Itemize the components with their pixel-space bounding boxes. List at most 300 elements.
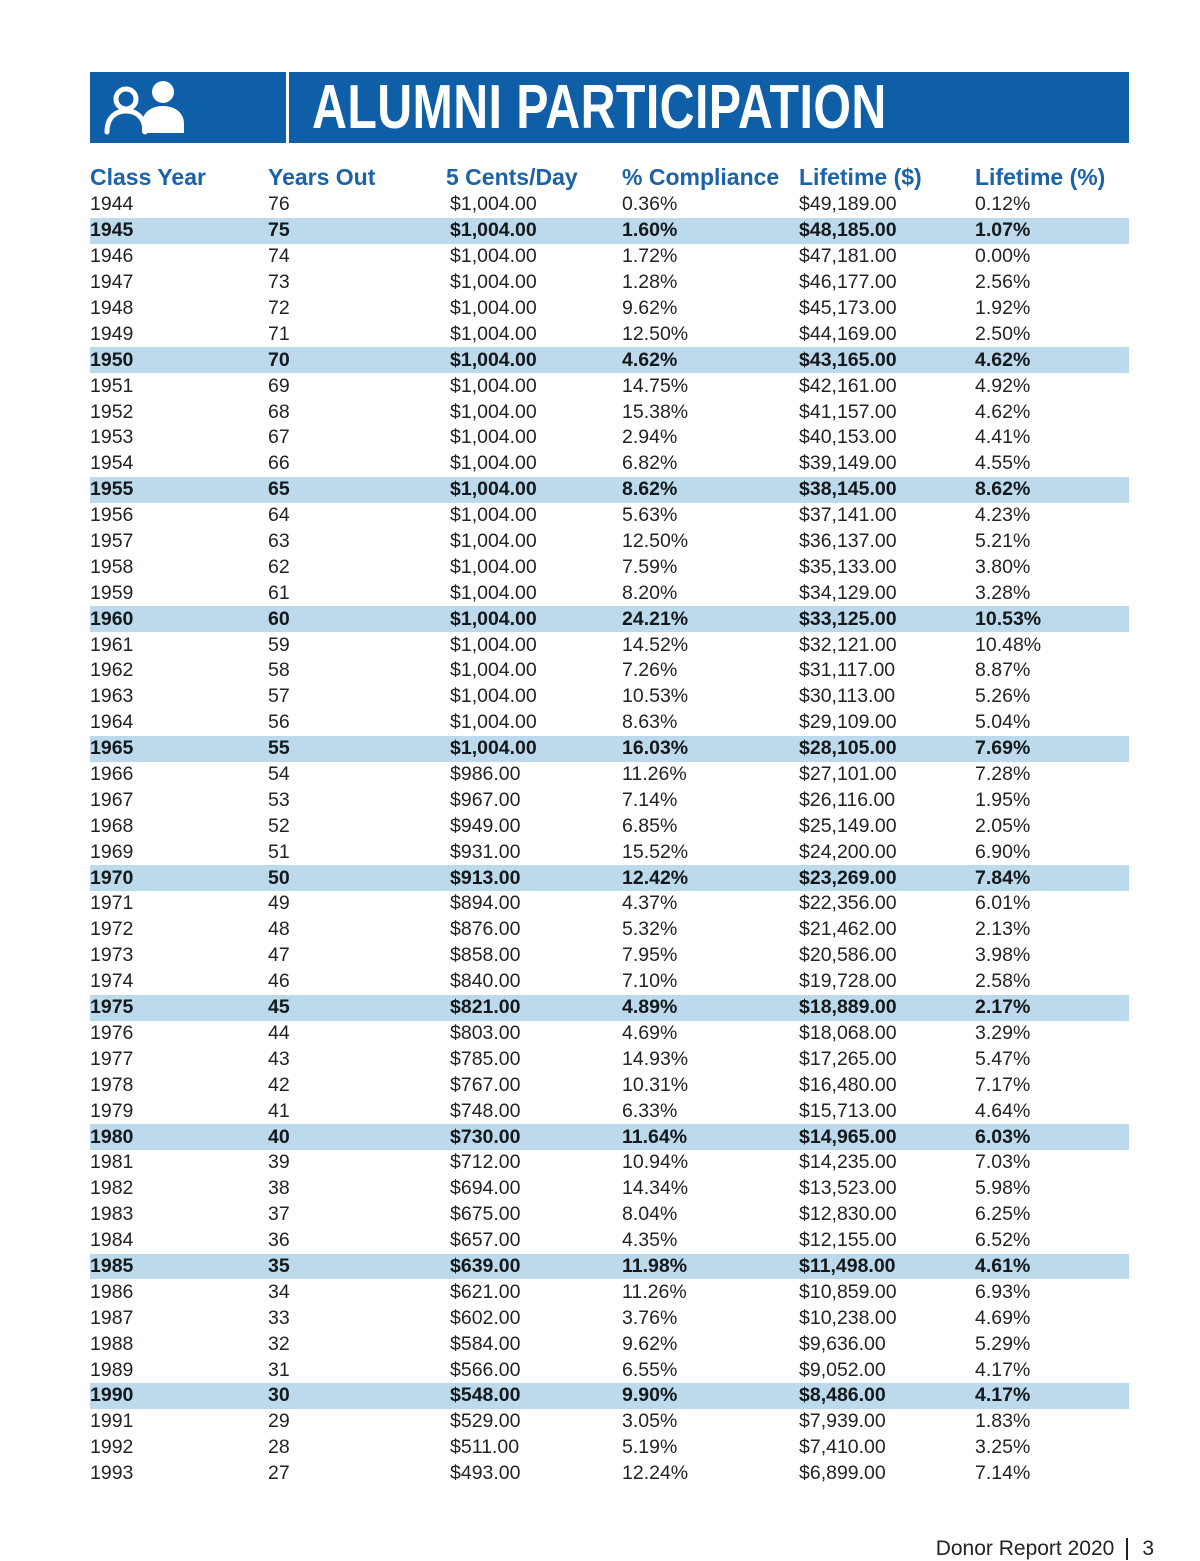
cell-compliance: 4.69% (622, 1021, 678, 1044)
cell-lifetime-percent: 4.62% (975, 400, 1031, 423)
cell-class-year: 1965 (90, 737, 134, 760)
cell-cents-per-day: $1,004.00 (450, 607, 537, 630)
cell-class-year: 1951 (90, 374, 134, 397)
cell-lifetime-dollars: $31,117.00 (799, 659, 896, 682)
cell-compliance: 14.75% (622, 374, 689, 397)
cell-compliance: 12.50% (622, 322, 689, 345)
cell-compliance: 9.62% (622, 297, 678, 319)
cell-cents-per-day: $493.00 (450, 1462, 521, 1485)
cell-years-out: 67 (268, 426, 290, 449)
cell-years-out: 46 (268, 970, 290, 993)
cell-lifetime-dollars: $49,189.00 (799, 193, 897, 216)
cell-lifetime-percent: 0.12% (975, 193, 1031, 216)
table-row (90, 477, 1129, 503)
cell-cents-per-day: $1,004.00 (450, 504, 537, 527)
cell-class-year: 1946 (90, 245, 134, 268)
cell-compliance: 24.21% (622, 607, 689, 630)
cell-lifetime-dollars: $8,486.00 (799, 1384, 886, 1407)
table-row (90, 762, 1129, 788)
table-row (90, 1254, 1129, 1280)
cell-class-year: 1959 (90, 581, 134, 604)
cell-class-year: 1964 (90, 711, 134, 734)
cell-lifetime-dollars: $39,149.00 (799, 452, 897, 475)
column-header-lifetime-percent: Lifetime (%) (975, 163, 1106, 190)
cell-lifetime-dollars: $40,153.00 (799, 426, 897, 449)
cell-cents-per-day: $1,004.00 (450, 193, 537, 216)
cell-cents-per-day: $858.00 (450, 944, 521, 967)
column-header-cents-per-day: 5 Cents/Day (446, 163, 578, 190)
cell-class-year: 1962 (90, 659, 134, 682)
cell-lifetime-percent: 7.03% (975, 1151, 1031, 1174)
cell-class-year: 1956 (90, 504, 134, 527)
table-row (90, 580, 1129, 606)
cell-compliance: 12.42% (622, 866, 689, 889)
cell-compliance: 14.93% (622, 1047, 689, 1070)
cell-compliance: 6.82% (622, 452, 678, 475)
cell-class-year: 1984 (90, 1229, 134, 1252)
cell-lifetime-dollars: $46,177.00 (799, 271, 897, 294)
cell-years-out: 51 (268, 840, 290, 863)
table-row (90, 529, 1129, 555)
cell-lifetime-percent: 3.98% (975, 944, 1031, 967)
cell-years-out: 53 (268, 788, 290, 811)
cell-compliance: 8.04% (622, 1203, 678, 1226)
cell-years-out: 43 (268, 1047, 290, 1070)
cell-class-year: 1967 (90, 788, 134, 811)
cell-years-out: 64 (268, 504, 290, 527)
cell-years-out: 71 (268, 322, 290, 345)
cell-years-out: 44 (268, 1021, 290, 1044)
cell-compliance: 7.26% (622, 659, 678, 682)
cell-compliance: 10.94% (622, 1151, 689, 1174)
cell-years-out: 31 (268, 1358, 290, 1381)
cell-years-out: 54 (268, 763, 290, 786)
cell-class-year: 1947 (90, 271, 134, 294)
table-row (90, 1228, 1129, 1254)
cell-years-out: 30 (268, 1384, 290, 1407)
cell-lifetime-percent: 4.17% (975, 1384, 1031, 1407)
table-row (90, 943, 1129, 969)
cell-cents-per-day: $1,004.00 (450, 478, 537, 501)
column-header-lifetime-dollars: Lifetime ($) (799, 163, 922, 190)
cell-lifetime-percent: 2.17% (975, 996, 1031, 1019)
report-name: Donor Report 2020 (935, 1537, 1115, 1560)
cell-lifetime-percent: 5.21% (975, 530, 1031, 553)
cell-lifetime-dollars: $48,185.00 (799, 219, 897, 242)
cell-compliance: 14.34% (622, 1177, 689, 1200)
cell-cents-per-day: $840.00 (450, 970, 521, 993)
cell-lifetime-dollars: $34,129.00 (799, 581, 897, 604)
cell-compliance: 7.10% (622, 970, 678, 993)
cell-class-year: 1977 (90, 1047, 134, 1070)
cell-cents-per-day: $1,004.00 (450, 348, 537, 371)
page-title: ALUMNI PARTICIPATION (312, 73, 887, 142)
cell-years-out: 29 (268, 1410, 290, 1433)
cell-cents-per-day: $767.00 (450, 1073, 521, 1096)
cell-lifetime-dollars: $25,149.00 (799, 814, 897, 837)
cell-lifetime-percent: 4.23% (975, 504, 1031, 527)
table-row (90, 736, 1129, 762)
cell-lifetime-percent: 4.62% (975, 348, 1031, 371)
cell-lifetime-percent: 7.28% (975, 763, 1031, 786)
table-row (90, 969, 1129, 995)
cell-class-year: 1954 (90, 452, 134, 475)
cell-cents-per-day: $748.00 (450, 1099, 521, 1122)
cell-years-out: 74 (268, 245, 290, 268)
cell-class-year: 1944 (90, 193, 134, 216)
cell-class-year: 1969 (90, 840, 134, 863)
cell-lifetime-dollars: $21,462.00 (799, 918, 897, 941)
table-row (90, 1435, 1129, 1461)
table-row (90, 839, 1129, 865)
cell-years-out: 72 (268, 297, 290, 319)
cell-lifetime-dollars: $14,235.00 (799, 1151, 897, 1174)
page-footer (936, 1537, 1154, 1561)
cell-lifetime-dollars: $9,636.00 (799, 1332, 886, 1355)
table-row (90, 813, 1129, 839)
cell-lifetime-dollars: $14,965.00 (799, 1125, 897, 1148)
cell-lifetime-percent: 3.29% (975, 1021, 1031, 1044)
cell-lifetime-dollars: $10,238.00 (799, 1306, 897, 1329)
cell-cents-per-day: $1,004.00 (450, 659, 537, 682)
cell-lifetime-dollars: $44,169.00 (799, 322, 897, 345)
cell-compliance: 4.35% (622, 1229, 678, 1252)
cell-class-year: 1966 (90, 763, 134, 786)
cell-lifetime-percent: 6.03% (975, 1125, 1031, 1148)
cell-compliance: 5.63% (622, 504, 678, 527)
cell-lifetime-percent: 1.95% (975, 788, 1031, 811)
cell-compliance: 10.31% (622, 1073, 689, 1096)
page-number: 3 (1142, 1537, 1154, 1560)
cell-years-out: 28 (268, 1436, 290, 1459)
table-row (90, 917, 1129, 943)
cell-cents-per-day: $602.00 (450, 1306, 521, 1329)
table-row (90, 1305, 1129, 1331)
cell-cents-per-day: $931.00 (450, 840, 521, 863)
cell-class-year: 1953 (90, 426, 134, 449)
cell-years-out: 33 (268, 1306, 290, 1329)
cell-cents-per-day: $529.00 (450, 1410, 521, 1433)
table-row (90, 995, 1129, 1021)
cell-compliance: 9.90% (622, 1384, 678, 1407)
table-row (90, 1461, 1129, 1487)
table-row (90, 321, 1129, 347)
cell-years-out: 65 (268, 478, 290, 501)
cell-compliance: 6.85% (622, 814, 678, 837)
cell-lifetime-percent: 2.13% (975, 918, 1031, 941)
table-row (90, 1124, 1129, 1150)
cell-cents-per-day: $967.00 (450, 788, 521, 811)
cell-class-year: 1975 (90, 996, 134, 1019)
table-row (90, 891, 1129, 917)
cell-class-year: 1950 (90, 348, 134, 371)
cell-cents-per-day: $511.00 (450, 1436, 520, 1459)
cell-cents-per-day: $621.00 (450, 1280, 521, 1303)
cell-lifetime-dollars: $32,121.00 (799, 633, 897, 656)
cell-years-out: 57 (268, 685, 290, 708)
cell-class-year: 1973 (90, 944, 134, 967)
cell-cents-per-day: $821.00 (450, 996, 521, 1019)
table-row (90, 554, 1129, 580)
cell-lifetime-dollars: $37,141.00 (799, 504, 897, 527)
cell-class-year: 1974 (90, 970, 134, 993)
cell-class-year: 1982 (90, 1177, 134, 1200)
cell-class-year: 1961 (90, 633, 134, 656)
cell-lifetime-dollars: $29,109.00 (799, 711, 897, 734)
table-row (90, 1202, 1129, 1228)
cell-years-out: 41 (268, 1099, 290, 1122)
cell-lifetime-percent: 4.55% (975, 452, 1031, 475)
table-row (90, 192, 1129, 218)
cell-compliance: 15.38% (622, 400, 689, 423)
cell-compliance: 5.32% (622, 918, 678, 941)
cell-compliance: 9.62% (622, 1332, 678, 1355)
cell-class-year: 1952 (90, 400, 134, 423)
cell-cents-per-day: $1,004.00 (450, 555, 537, 578)
cell-years-out: 49 (268, 892, 290, 915)
cell-compliance: 8.62% (622, 478, 678, 501)
cell-class-year: 1958 (90, 555, 134, 578)
cell-lifetime-dollars: $6,899.00 (799, 1462, 886, 1485)
cell-compliance: 3.76% (622, 1306, 678, 1329)
cell-years-out: 52 (268, 814, 290, 837)
cell-lifetime-dollars: $27,101.00 (799, 763, 897, 786)
cell-lifetime-percent: 4.41% (975, 426, 1031, 449)
cell-class-year: 1976 (90, 1021, 134, 1044)
cell-compliance: 16.03% (622, 737, 689, 760)
cell-lifetime-percent: 4.17% (975, 1358, 1031, 1381)
cell-years-out: 45 (268, 996, 290, 1019)
cell-compliance: 0.36% (622, 193, 678, 216)
cell-lifetime-percent: 10.48% (975, 633, 1042, 656)
cell-lifetime-percent: 10.53% (975, 607, 1042, 630)
table-row (90, 865, 1129, 891)
cell-cents-per-day: $949.00 (450, 814, 521, 837)
cell-class-year: 1983 (90, 1203, 134, 1226)
cell-compliance: 12.24% (622, 1462, 689, 1485)
cell-compliance: 11.98% (622, 1254, 688, 1277)
cell-lifetime-percent: 6.01% (975, 892, 1031, 915)
cell-years-out: 55 (268, 737, 290, 760)
table-row (90, 1409, 1129, 1435)
cell-class-year: 1990 (90, 1384, 134, 1407)
cell-lifetime-percent: 3.25% (975, 1436, 1031, 1459)
cell-lifetime-dollars: $18,068.00 (799, 1021, 897, 1044)
cell-class-year: 1993 (90, 1462, 134, 1485)
table-row (90, 1046, 1129, 1072)
cell-years-out: 59 (268, 633, 290, 656)
cell-cents-per-day: $1,004.00 (450, 297, 537, 319)
cell-years-out: 48 (268, 918, 290, 941)
cell-lifetime-percent: 5.98% (975, 1177, 1031, 1200)
cell-class-year: 1987 (90, 1306, 134, 1329)
cell-class-year: 1949 (90, 322, 134, 345)
cell-cents-per-day: $1,004.00 (450, 633, 537, 656)
cell-cents-per-day: $1,004.00 (450, 271, 537, 294)
cell-lifetime-dollars: $38,145.00 (799, 478, 897, 501)
cell-years-out: 56 (268, 711, 290, 734)
cell-compliance: 1.28% (622, 271, 678, 294)
cell-lifetime-dollars: $45,173.00 (799, 297, 897, 319)
cell-cents-per-day: $803.00 (450, 1021, 521, 1044)
footer-divider (1126, 1538, 1128, 1560)
cell-lifetime-dollars: $11,498.00 (799, 1254, 896, 1277)
cell-compliance: 11.26% (622, 763, 687, 786)
cell-lifetime-percent: 7.69% (975, 737, 1031, 760)
cell-cents-per-day: $548.00 (450, 1384, 521, 1407)
cell-lifetime-percent: 2.50% (975, 322, 1031, 345)
cell-lifetime-dollars: $9,052.00 (799, 1358, 886, 1381)
cell-lifetime-percent: 5.26% (975, 685, 1031, 708)
cell-lifetime-percent: 1.83% (975, 1410, 1031, 1433)
cell-class-year: 1957 (90, 530, 134, 553)
cell-cents-per-day: $675.00 (450, 1203, 521, 1226)
cell-class-year: 1968 (90, 814, 134, 837)
cell-class-year: 1986 (90, 1280, 134, 1303)
table-row (90, 1150, 1129, 1176)
table-header (90, 162, 1129, 192)
people-icon (90, 72, 198, 143)
cell-compliance: 1.72% (622, 245, 678, 268)
cell-cents-per-day: $584.00 (450, 1332, 521, 1355)
cell-years-out: 76 (268, 193, 290, 216)
cell-years-out: 62 (268, 555, 290, 578)
cell-lifetime-percent: 2.56% (975, 271, 1031, 294)
cell-lifetime-dollars: $33,125.00 (799, 607, 897, 630)
cell-cents-per-day: $1,004.00 (450, 530, 537, 553)
cell-years-out: 75 (268, 219, 290, 242)
cell-lifetime-dollars: $17,265.00 (799, 1047, 897, 1070)
cell-years-out: 63 (268, 530, 290, 553)
cell-lifetime-dollars: $18,889.00 (799, 996, 897, 1019)
cell-compliance: 11.64% (622, 1125, 688, 1148)
cell-compliance: 7.95% (622, 944, 678, 967)
cell-class-year: 1981 (90, 1151, 134, 1174)
cell-cents-per-day: $712.00 (450, 1151, 521, 1174)
cell-compliance: 8.63% (622, 711, 678, 734)
cell-lifetime-dollars: $43,165.00 (799, 348, 897, 371)
table-row (90, 296, 1129, 322)
cell-cents-per-day: $694.00 (450, 1177, 521, 1200)
cell-years-out: 35 (268, 1254, 290, 1277)
cell-cents-per-day: $1,004.00 (450, 219, 537, 242)
cell-compliance: 10.53% (622, 685, 689, 708)
table-row (90, 1279, 1129, 1305)
cell-cents-per-day: $785.00 (450, 1047, 521, 1070)
cell-years-out: 66 (268, 452, 290, 475)
column-header-years-out: Years Out (268, 163, 376, 190)
table-row (90, 1357, 1129, 1383)
cell-years-out: 32 (268, 1332, 290, 1355)
cell-class-year: 1945 (90, 219, 134, 242)
cell-class-year: 1948 (90, 297, 134, 319)
cell-lifetime-percent: 5.04% (975, 711, 1031, 734)
cell-lifetime-percent: 6.25% (975, 1203, 1031, 1226)
cell-years-out: 39 (268, 1151, 290, 1174)
cell-class-year: 1970 (90, 866, 134, 889)
cell-compliance: 11.26% (622, 1280, 687, 1303)
table-row (90, 270, 1129, 296)
participation-table (90, 162, 1129, 1487)
cell-years-out: 40 (268, 1125, 290, 1148)
cell-years-out: 36 (268, 1229, 290, 1252)
cell-compliance: 12.50% (622, 530, 689, 553)
cell-years-out: 70 (268, 348, 290, 371)
table-row (90, 218, 1129, 244)
cell-lifetime-dollars: $35,133.00 (799, 555, 897, 578)
cell-lifetime-dollars: $30,113.00 (799, 685, 896, 708)
cell-lifetime-percent: 2.58% (975, 970, 1031, 993)
table-row (90, 1072, 1129, 1098)
cell-compliance: 14.52% (622, 633, 689, 656)
cell-cents-per-day: $1,004.00 (450, 400, 537, 423)
cell-compliance: 4.89% (622, 996, 678, 1019)
cell-years-out: 61 (268, 581, 290, 604)
cell-lifetime-dollars: $12,830.00 (799, 1203, 897, 1226)
cell-class-year: 1980 (90, 1125, 134, 1148)
cell-lifetime-percent: 6.90% (975, 840, 1031, 863)
cell-years-out: 50 (268, 866, 290, 889)
table-row (90, 373, 1129, 399)
cell-lifetime-percent: 1.07% (975, 219, 1031, 242)
table-row (90, 451, 1129, 477)
cell-class-year: 1979 (90, 1099, 134, 1122)
cell-lifetime-dollars: $28,105.00 (799, 737, 897, 760)
cell-cents-per-day: $876.00 (450, 918, 521, 941)
cell-cents-per-day: $566.00 (450, 1358, 521, 1381)
cell-lifetime-dollars: $12,155.00 (799, 1229, 897, 1252)
cell-cents-per-day: $1,004.00 (450, 245, 537, 268)
cell-cents-per-day: $1,004.00 (450, 322, 537, 345)
cell-years-out: 60 (268, 607, 290, 630)
cell-lifetime-percent: 6.52% (975, 1229, 1031, 1252)
cell-class-year: 1989 (90, 1358, 134, 1381)
table-body (90, 192, 1129, 1487)
cell-lifetime-dollars: $42,161.00 (799, 374, 897, 397)
cell-lifetime-dollars: $13,523.00 (799, 1177, 897, 1200)
cell-cents-per-day: $894.00 (450, 892, 521, 915)
cell-lifetime-percent: 6.93% (975, 1280, 1031, 1303)
cell-class-year: 1972 (90, 918, 134, 941)
cell-lifetime-dollars: $22,356.00 (799, 892, 897, 915)
cell-years-out: 42 (268, 1073, 290, 1096)
cell-compliance: 15.52% (622, 840, 689, 863)
cell-lifetime-percent: 4.64% (975, 1099, 1031, 1122)
cell-cents-per-day: $1,004.00 (450, 685, 537, 708)
cell-years-out: 58 (268, 659, 290, 682)
cell-class-year: 1978 (90, 1073, 134, 1096)
cell-years-out: 68 (268, 400, 290, 423)
cell-class-year: 1985 (90, 1254, 134, 1277)
cell-class-year: 1960 (90, 607, 134, 630)
cell-compliance: 6.55% (622, 1358, 678, 1381)
cell-lifetime-dollars: $20,586.00 (799, 944, 897, 967)
cell-lifetime-percent: 8.62% (975, 478, 1031, 501)
cell-cents-per-day: $1,004.00 (450, 374, 537, 397)
cell-compliance: 1.60% (622, 219, 678, 242)
cell-lifetime-dollars: $16,480.00 (799, 1073, 897, 1096)
cell-compliance: 5.19% (622, 1436, 678, 1459)
table-row (90, 606, 1129, 632)
cell-lifetime-percent: 5.47% (975, 1047, 1031, 1070)
cell-lifetime-dollars: $36,137.00 (799, 530, 897, 553)
cell-lifetime-dollars: $23,269.00 (799, 866, 897, 889)
cell-class-year: 1992 (90, 1436, 134, 1459)
table-row (90, 710, 1129, 736)
cell-class-year: 1991 (90, 1410, 134, 1433)
table-row (90, 1021, 1129, 1047)
cell-years-out: 38 (268, 1177, 290, 1200)
